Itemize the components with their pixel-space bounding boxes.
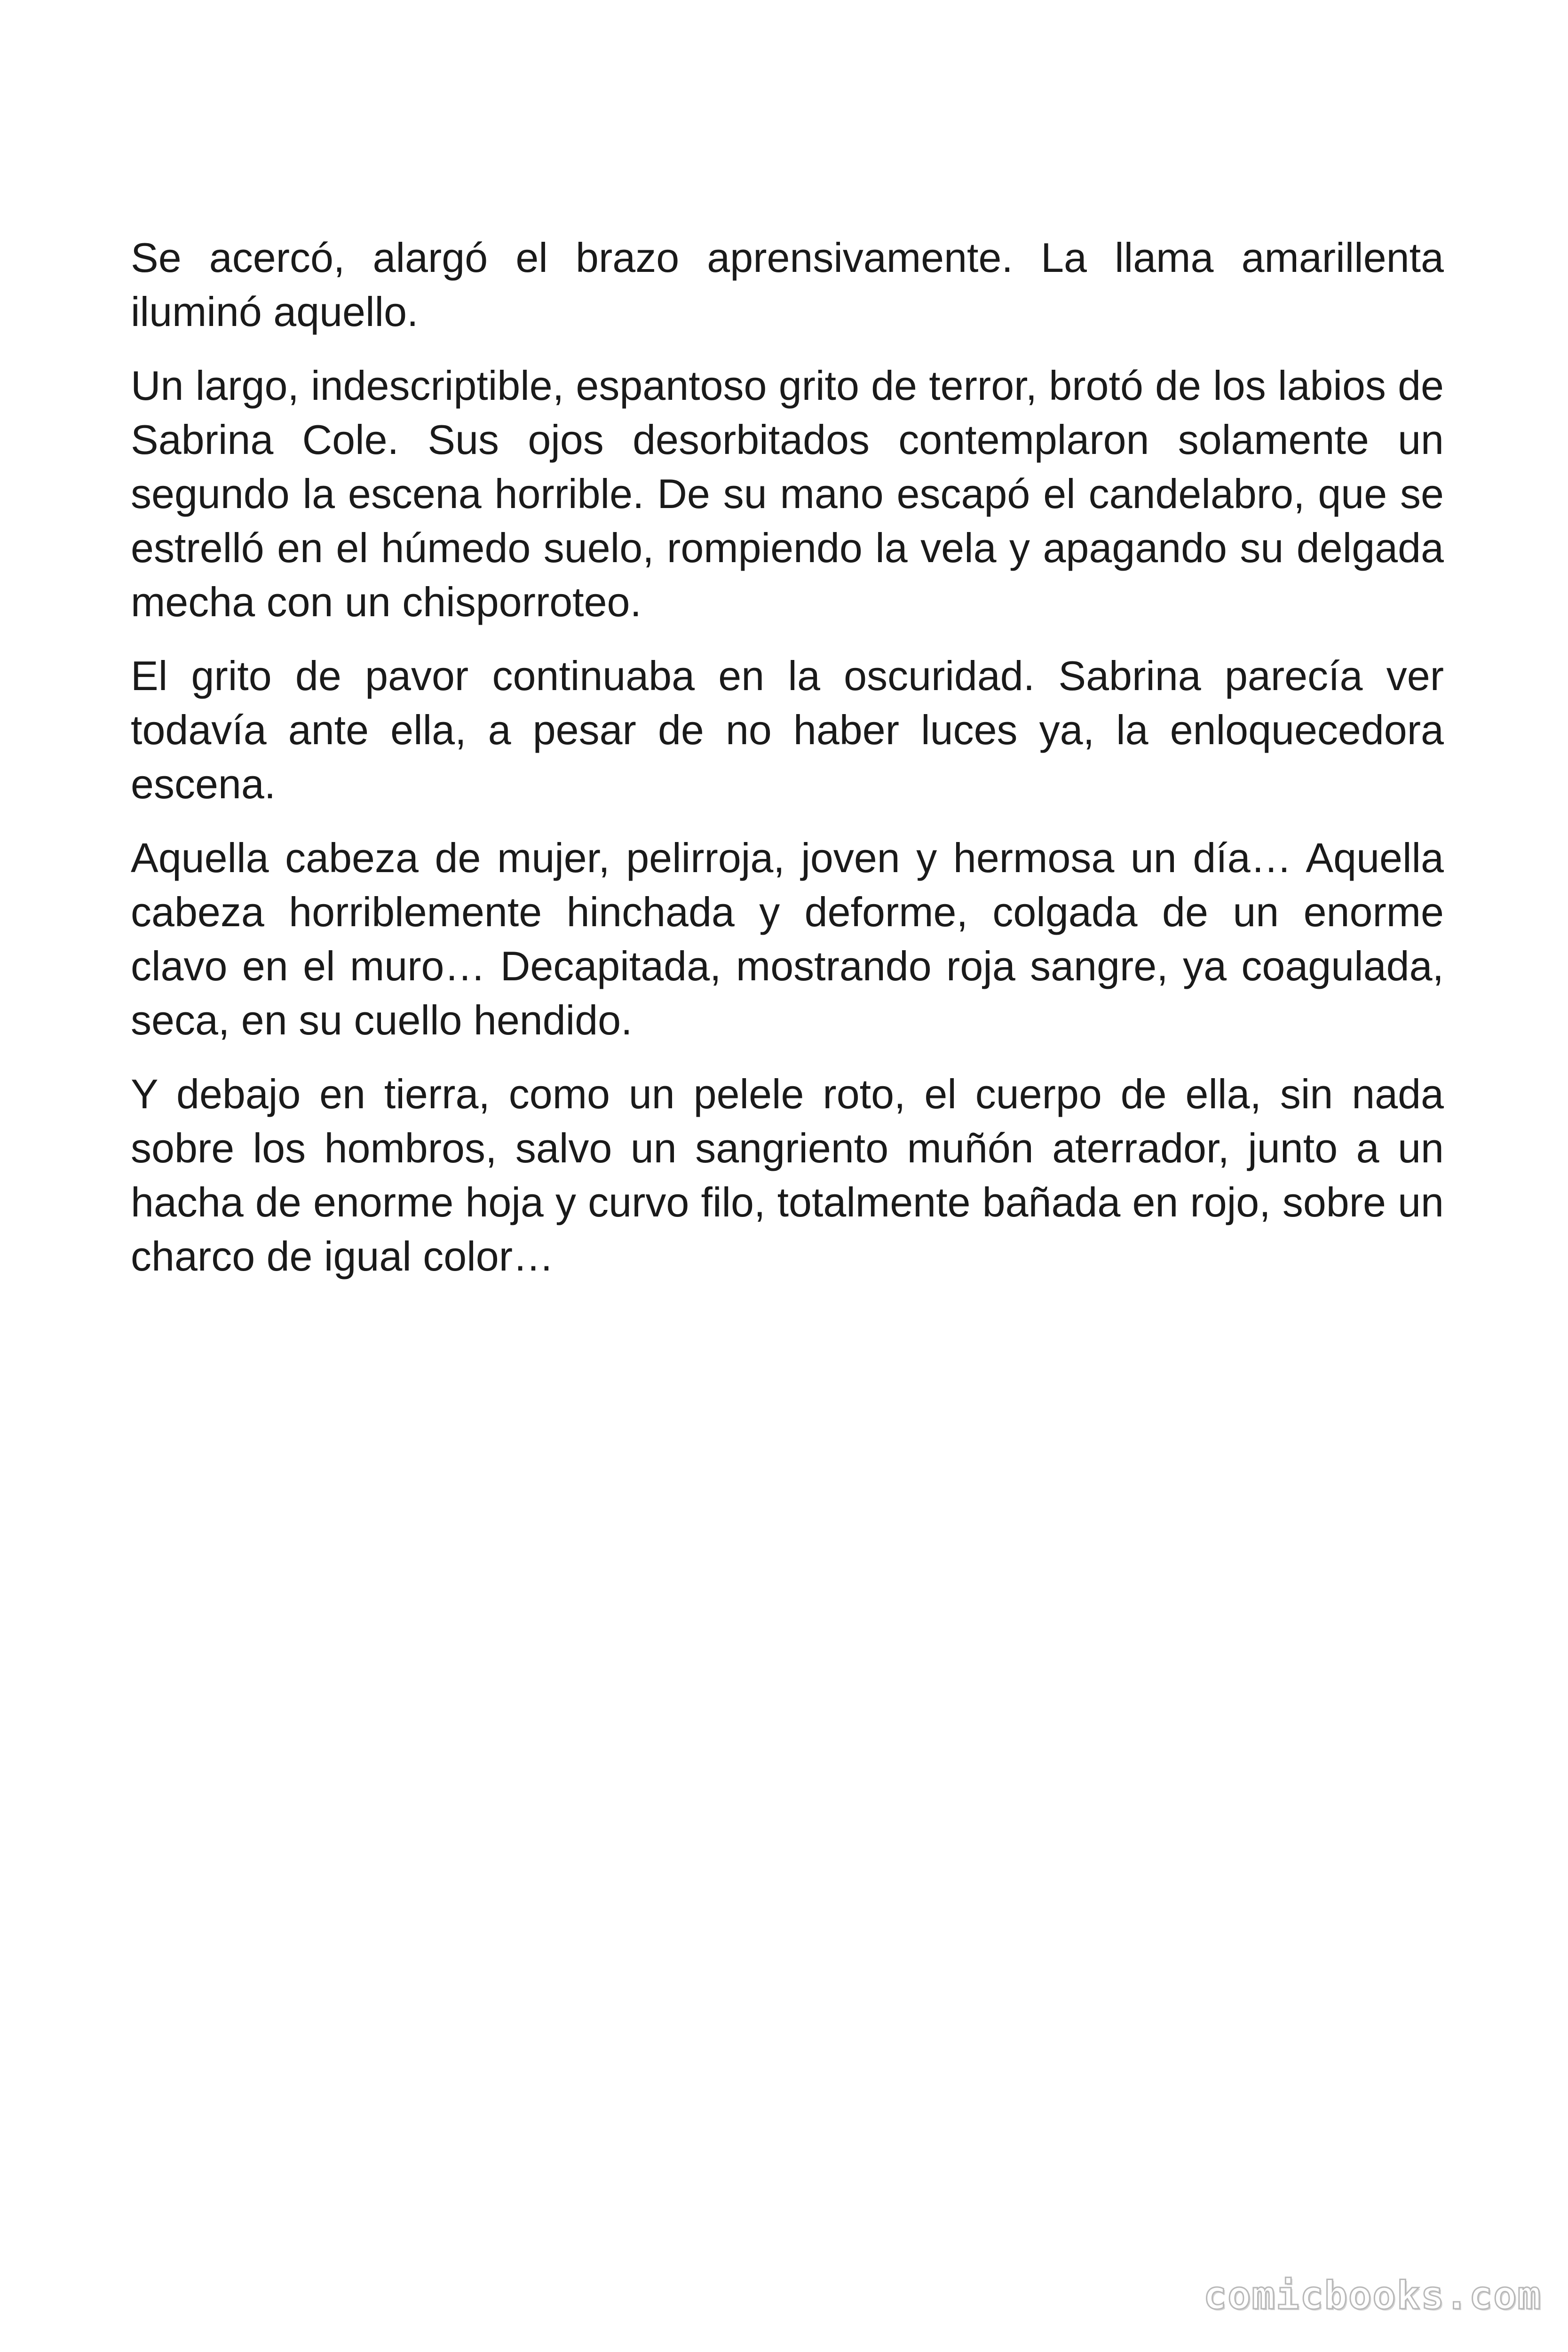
paragraph-4: Aquella cabeza de mujer, pelirroja, joven y hermosa un día… Aquella cabeza horriblemente hinchada y deforme, colgada de un enorme clavo en el muro… Decapitada, mostrando roja sangre, ya coagulada, seca, en su cuello hendido. xyxy=(131,834,1444,1043)
paragraph-3: El grito de pavor continuaba en la oscuridad. Sabrina parecía ver todavía ante ella, a pesar de no haber luces ya, la enloquecedora escena. xyxy=(131,652,1444,807)
body-text xyxy=(131,230,1444,1303)
paragraph-5: Y debajo en tierra, como un pelele roto, el cuerpo de ella, sin nada sobre los hombros, salvo un sangriento muñón aterrador, junto a un hacha de enorme hoja y curvo filo, totalmente bañada en rojo, sobre un charco de igual color… xyxy=(131,1071,1444,1279)
watermark-text: comicbooks.com xyxy=(1203,2273,1542,2318)
paragraph-2: Un largo, indescriptible, espantoso grito de terror, brotó de los labios de Sabrina Cole. Sus ojos desorbitados contemplaron solamente un segundo la escena horrible. De su mano escapó el candelabro, que se estrelló en el húmedo suelo, rompiendo la vela y apagando su delgada mecha con un chisporroteo. xyxy=(131,362,1444,625)
paragraph-1: Se acercó, alargó el brazo aprensivamente. La llama amarillenta iluminó aquello. xyxy=(131,234,1444,335)
